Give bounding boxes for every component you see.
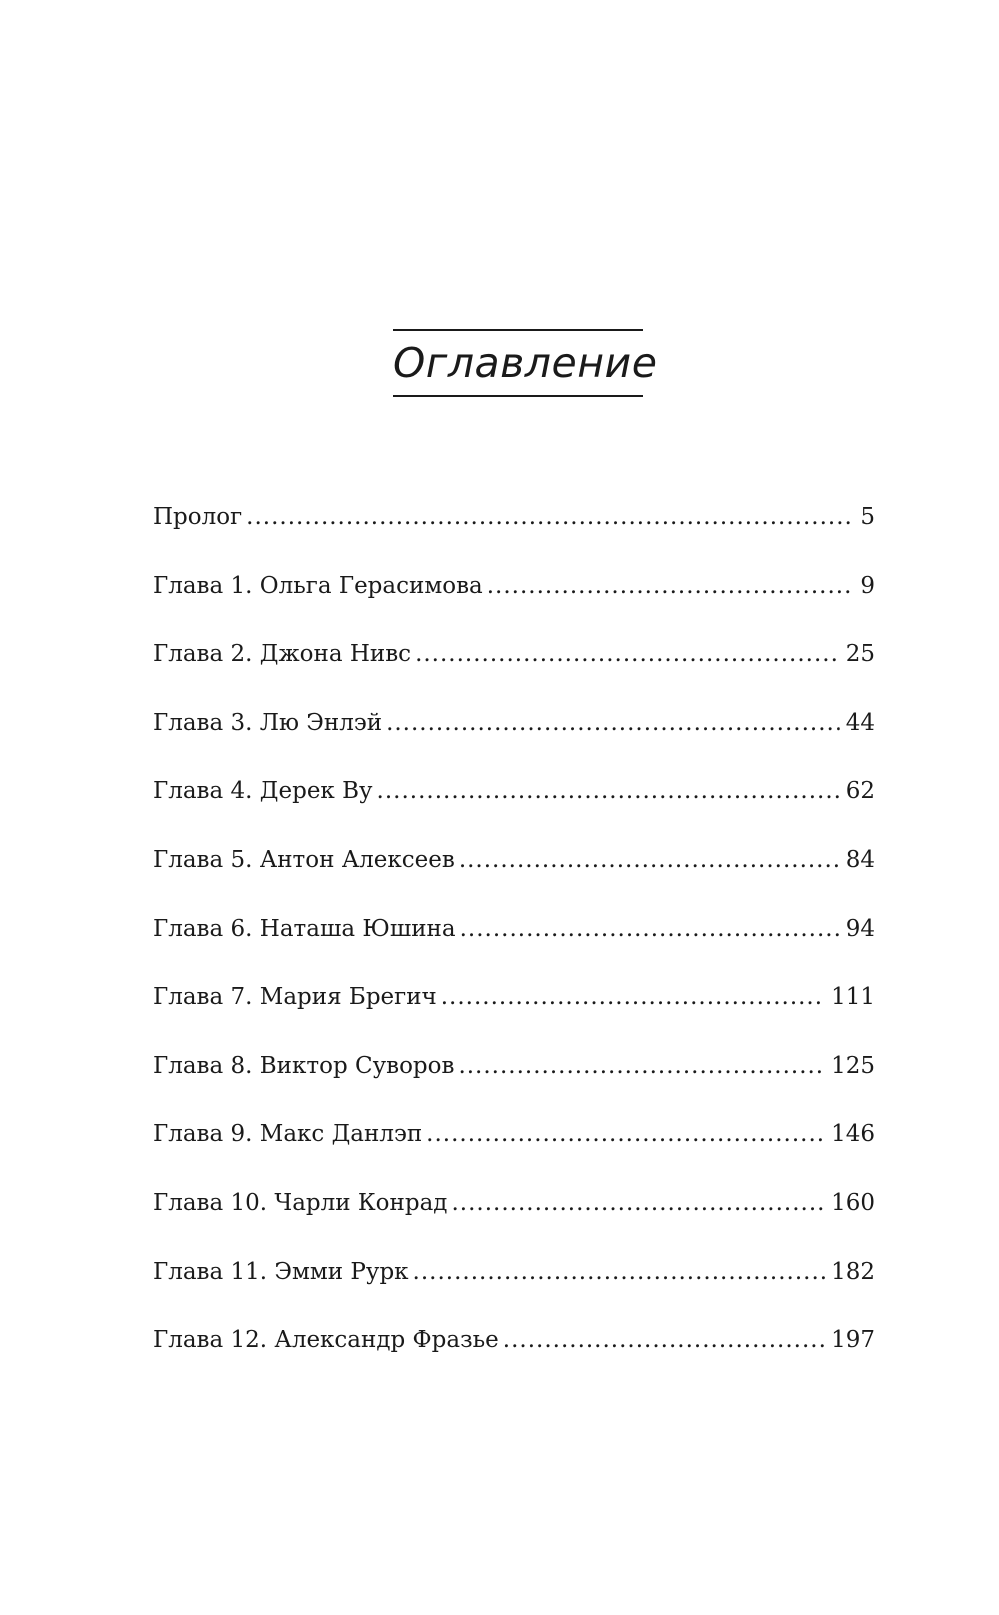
toc-entry-title: Глава 2. Джона Нивс: [153, 641, 412, 668]
toc-entry-title: Глава 5. Антон Алексеев: [153, 846, 455, 873]
toc-dot-leader: [441, 982, 825, 1012]
toc-entry: [153, 1119, 875, 1188]
toc-entry-page: 197: [831, 1327, 875, 1354]
toc-entry-page: 62: [845, 778, 875, 805]
toc-entry: [153, 1325, 875, 1394]
toc-entry: [153, 845, 875, 914]
toc-entry: [153, 982, 875, 1051]
toc-entry-page: 25: [845, 641, 875, 668]
toc-entry-title: Глава 10. Чарли Конрад: [153, 1189, 448, 1216]
page-title-block: [393, 329, 658, 397]
toc-entry-page: 94: [845, 915, 875, 942]
title-top-rule: [393, 329, 643, 331]
toc-dot-leader: [503, 1325, 825, 1355]
toc-entry-title: Глава 9. Макс Данлэп: [153, 1121, 423, 1148]
table-of-contents: [153, 502, 875, 1394]
toc-dot-leader: [246, 502, 854, 532]
toc-entry-title: Глава 4. Дерек Ву: [153, 778, 373, 805]
toc-dot-leader: [460, 914, 840, 944]
toc-entry: [153, 914, 875, 983]
toc-entry-title: Глава 1. Ольга Герасимова: [153, 572, 483, 599]
toc-dot-leader: [415, 639, 840, 669]
toc-entry-title: Глава 12. Александр Фразье: [153, 1327, 499, 1354]
toc-entry-page: 146: [831, 1121, 875, 1148]
toc-dot-leader: [413, 1257, 826, 1287]
toc-dot-leader: [458, 1051, 825, 1081]
toc-dot-leader: [426, 1119, 825, 1149]
toc-entry-title: Глава 7. Мария Брегич: [153, 984, 437, 1011]
toc-entry-title: Пролог: [153, 504, 243, 530]
toc-entry-title: Глава 11. Эмми Рурк: [153, 1258, 409, 1285]
toc-entry-page: 84: [845, 846, 875, 873]
toc-entry: [153, 1051, 875, 1120]
toc-entry-title: Глава 3. Лю Энлэй: [153, 709, 383, 736]
toc-dot-leader: [487, 571, 855, 601]
toc-entry: [153, 776, 875, 845]
toc-entry-page: 9: [860, 572, 875, 599]
page-title: Оглавление: [393, 339, 658, 387]
toc-dot-leader: [459, 845, 840, 875]
title-bottom-rule: [393, 395, 643, 397]
toc-dot-leader: [386, 708, 840, 738]
toc-entry-page: 125: [831, 1052, 875, 1079]
toc-entry-page: 160: [831, 1189, 875, 1216]
toc-entry-page: 44: [845, 709, 875, 736]
toc-entry-page: 111: [831, 984, 875, 1011]
toc-entry: [153, 639, 875, 708]
toc-entry-title: Глава 6. Наташа Юшина: [153, 915, 456, 942]
toc-entry-page: 5: [860, 504, 875, 530]
toc-entry: [153, 1188, 875, 1257]
toc-dot-leader: [451, 1188, 825, 1218]
toc-entry: [153, 571, 875, 640]
toc-dot-leader: [377, 776, 840, 806]
toc-entry: [153, 502, 875, 571]
toc-entry: [153, 708, 875, 777]
toc-entry-title: Глава 8. Виктор Суворов: [153, 1052, 455, 1079]
toc-entry: [153, 1257, 875, 1326]
toc-entry-page: 182: [831, 1258, 875, 1285]
